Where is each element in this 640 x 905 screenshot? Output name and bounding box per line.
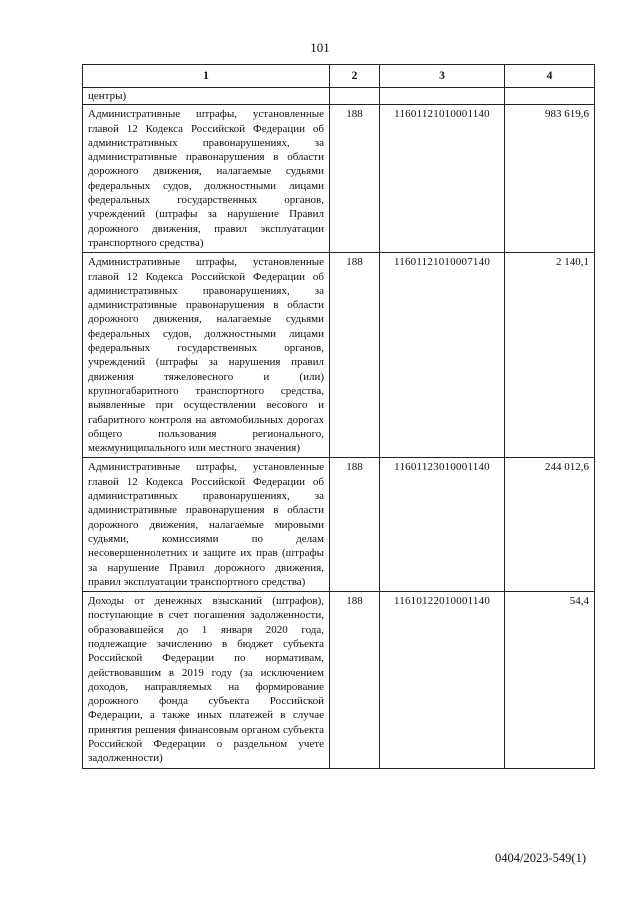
table-row xyxy=(83,105,595,253)
table-row xyxy=(83,253,595,458)
document-code: 0404/2023-549(1) xyxy=(495,851,586,865)
row-description: Административные штрафы, установленные главой 12 Кодекса Российской Федерации об административных правонарушениях, за административные правонарушения в области дорожного движения, налагаемые мировыми судьями, комиссиями по делам несовершеннолетних и защите их прав (штрафы за нарушение Правил дорожного движения, правил эксплуатации транспортного средства) xyxy=(83,458,330,592)
header-col-4: 4 xyxy=(505,65,595,88)
row-admin-code: 188 xyxy=(330,592,380,769)
row-income-code: 11601123010001140 xyxy=(380,458,505,592)
row-income-code: 11601121010007140 xyxy=(380,253,505,458)
continuation-empty-cell xyxy=(330,88,380,105)
row-description: Доходы от денежных взысканий (штрафов), поступающие в счет погашения задолженности, образовавшейся до 1 января 2020 года, подлежащие зачислению в бюджет субъекта Российской Федерации по нормативам, действовавшим в 2019 году (за исключением доходов, направляемых на формирование дорожного фонда субъекта Российской Федерации, а также иных платежей в случае принятия решения финансовым органом субъекта Российской Федерации о раздельном учете задолженности) xyxy=(83,592,330,769)
row-description: Административные штрафы, установленные главой 12 Кодекса Российской Федерации об административных правонарушениях, за административные правонарушения в области дорожного движения, налагаемые судьями федеральных судов, должностными лицами федеральных государственных органов, учреждений (штрафы за нарушение Правил дорожного движения, правил эксплуатации транспортного средства) xyxy=(83,105,330,253)
row-admin-code: 188 xyxy=(330,253,380,458)
row-admin-code: 188 xyxy=(330,458,380,592)
row-amount: 2 140,1 xyxy=(505,253,595,458)
row-amount: 54,4 xyxy=(505,592,595,769)
table-header-row xyxy=(83,65,595,88)
header-col-1: 1 xyxy=(83,65,330,88)
continuation-empty-cell xyxy=(380,88,505,105)
table-row xyxy=(83,458,595,592)
continuation-row xyxy=(83,88,595,105)
row-amount: 244 012,6 xyxy=(505,458,595,592)
continuation-empty-cell xyxy=(505,88,595,105)
row-income-code: 11601121010001140 xyxy=(380,105,505,253)
row-amount: 983 619,6 xyxy=(505,105,595,253)
row-admin-code: 188 xyxy=(330,105,380,253)
continuation-text: центры) xyxy=(83,88,330,105)
page-number: 101 xyxy=(310,40,330,55)
budget-revenue-table xyxy=(82,64,595,769)
row-income-code: 11610122010001140 xyxy=(380,592,505,769)
table-row xyxy=(83,592,595,769)
header-col-2: 2 xyxy=(330,65,380,88)
row-description: Административные штрафы, установленные главой 12 Кодекса Российской Федерации об административных правонарушениях, за административные правонарушения в области дорожного движения, налагаемые судьями федеральных судов, должностными лицами федеральных государственных органов, учреждений (штрафы за нарушения правил движения тяжеловесного и (или) крупногабаритного транспортного средства, выявленные при осуществлении весового и габаритного контроля на автомобильных дорогах общего пользования регионального, межмуниципального или местного значения) xyxy=(83,253,330,458)
header-col-3: 3 xyxy=(380,65,505,88)
